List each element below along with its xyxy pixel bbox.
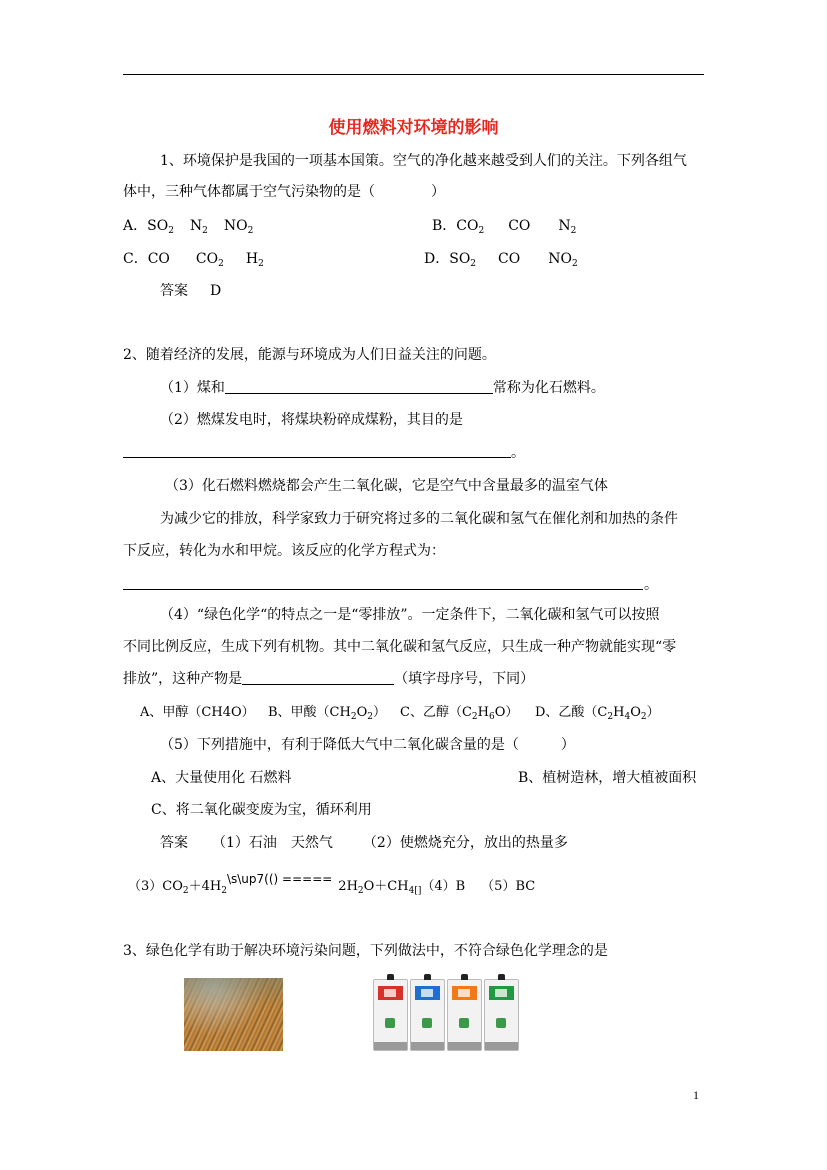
q2-part4-option-c: C、乙醇$(C_2H_6O)$ bbox=[400, 705, 519, 722]
page-title: 使用燃料对环境的影响 bbox=[328, 118, 499, 138]
q2-part4-option-b: B、甲酸$(CH_2O_2)$ bbox=[268, 705, 386, 722]
q2-part2-period: 。 bbox=[511, 445, 525, 461]
q2-answer-line1: 答案 （1）石油 天然气 （2）使燃烧充分，放出的热量多 bbox=[160, 835, 568, 851]
q1-answer: 答案 D bbox=[160, 283, 222, 299]
q2-part5-option-c: C、将二氧化碳变废为宝，循环利用 bbox=[151, 802, 372, 818]
q1-option-c: C．CO $CO_2$ $H_2$ bbox=[123, 251, 264, 269]
q2-part4-line1: （4）“绿色化学“的特点之一是“零排放”。一定条件下，二氧化碳和氢气可以按照 bbox=[160, 607, 660, 623]
q1-option-d: D．$SO_2$ CO $NO_2$ bbox=[424, 251, 578, 269]
header-rule bbox=[123, 74, 704, 75]
q1-line2: 体中，三种气体都属于空气污染物的是（ ） bbox=[123, 184, 445, 200]
q1-option-b: B．$CO_2$ CO $N_2$ bbox=[432, 218, 577, 236]
q3-text: 3、绿色化学有助于解决环境污染问题，下列做法中，不符合绿色化学理念的是 bbox=[123, 943, 608, 959]
q2-answer-line2: $(3)CO_2+4H_2\backslash s\backslash up7(()$ ===== $2H_2O+CH_{4[]}(4)B$ （5）BC bbox=[128, 872, 536, 896]
q1-line1: 1、环境保护是我国的一项基本国策。空气的净化越来越受到人们的关注。下列各组气 bbox=[160, 153, 687, 169]
q2-part4-line2: 不同比例反应，生成下列有机物。其中二氧化碳和氢气反应，只生成一种产物就能实现“零 bbox=[123, 639, 677, 655]
q2-part4-option-d: D、乙酸$(C_2H_4O_2)$ bbox=[535, 705, 660, 722]
q2-part3-period: 。 bbox=[644, 577, 658, 593]
recycling-bins-image bbox=[373, 973, 519, 1055]
q2-intro: 2、随着经济的发展，能源与环境成为人们日益关注的问题。 bbox=[123, 347, 496, 363]
q2-part3-line2: 为减少它的排放，科学家致力于研究将过多的二氧化碳和氢气在催化剂和加热的条件 bbox=[160, 511, 678, 527]
page-number: 1 bbox=[693, 1088, 699, 1102]
answer-blank[interactable] bbox=[225, 378, 493, 394]
burning-straw-image bbox=[184, 978, 283, 1051]
q2-part5-option-a: A、大量使用化 石燃料 bbox=[151, 770, 292, 786]
answer-blank[interactable] bbox=[123, 457, 511, 458]
q1-option-a: A．$SO_2$ $N_2$ $NO_2$ bbox=[123, 218, 254, 236]
q2-part5: （5）下列措施中，有利于降低大气中二氧化碳含量的是（ ） bbox=[160, 737, 575, 753]
q2-part3-line1: （3）化石燃料燃烧都会产生二氧化碳，它是空气中含量最多的温室气体 bbox=[165, 478, 608, 494]
q2-part3-line3: 下反应，转化为水和甲烷。该反应的化学方程式为： bbox=[123, 543, 445, 559]
q2-part1: （1）煤和 常称为化石燃料。 bbox=[160, 380, 605, 396]
q2-part5-option-b: B、植树造林，增大植被面积 bbox=[518, 770, 697, 786]
answer-blank[interactable] bbox=[242, 669, 394, 685]
answer-blank[interactable] bbox=[123, 589, 643, 590]
q2-part4-option-a: A、甲醇（CH4O） bbox=[140, 705, 255, 720]
q2-part2: （2）燃煤发电时，将煤块粉碎成煤粉，其目的是 bbox=[160, 412, 463, 428]
q2-part4-line3: 排放”，这种产物是 （填字母序号，下同） bbox=[123, 671, 535, 687]
